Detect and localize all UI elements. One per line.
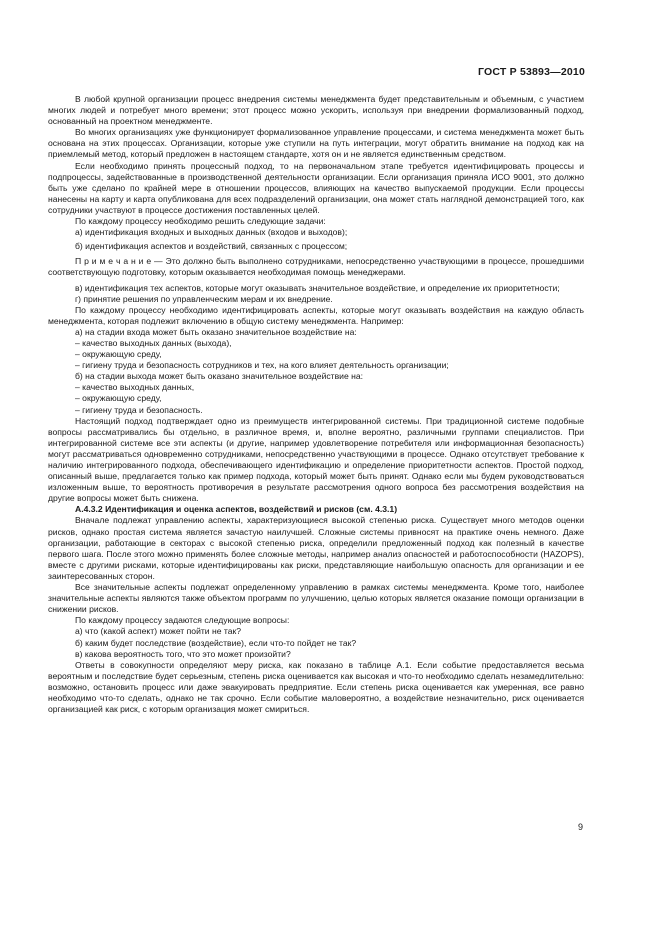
list-item: г) принятие решения по управленческим мерам и их внедрение. [75, 293, 333, 304]
section-heading: А.4.3.2 Идентификация и оценка аспектов, воздействий и рисков (см. 4.3.1) [75, 504, 398, 515]
list-item: а) на стадии входа может быть оказано значительное воздействие на: [75, 326, 357, 337]
paragraph: По каждому процессу задаются следующие вопросы: [75, 615, 290, 626]
paragraph: Вначале подлежат управлению аспекты, характеризующиеся высокой степенью риска. Существует много методов оценки рисков, однако простая система является зачастую наилучшей. Сложные системы привносят на практике очень немного. Даже организации, работающие в секторах с высокой степенью риска, определили предложенный подход как полезный в качестве первого шага. После этого можно применять более сложные методы, например анализ опасностей и работоспособности (HAZOPS), вместе с другими рисками, которые идентифицированы как риски, представляющие наибольшую опасность для организации и ее заинтересованных сторон. [48, 515, 584, 581]
paragraph: Если необходимо принять процессный подход, то на первоначальном этапе требуется идентифицировать процессы и подпроцессы, задействованные в производственной деятельности организации. Если организация приняла ИСО 9001, это должно быть уже сделано по крайней мере в отношении процессов, влияющих на качество выпускаемой продукции. Если процессы нанесены на карту и карта опубликована для всех подразделений организации, она может стать наглядной демонстрацией того, как сотрудники участвуют в процессе достижения поставленных целей. [48, 160, 584, 215]
page-number: 9 [577, 822, 583, 832]
paragraph: Все значительные аспекты подлежат определенному управлению в рамках системы менеджмента. Кроме того, наиболее значительные аспекты являются также объектом программ по улучшению, целью которых является оказание помощи организации в снижении рисков. [48, 582, 584, 615]
dash-item: – гигиену труда и безопасность сотрудников и тех, на кого влияет деятельность организации; [75, 360, 449, 371]
list-item: в) какова вероятность того, что это может произойти? [75, 648, 291, 659]
paragraph: Во многих организациях уже функционирует формализованное управление процессами, и система менеджмента может быть основана на этих процессах. Организации, которые уже ступили на путь интеграции, могут обратить внимание на подход как на приемлемый метод, который предложен в настоящем стандарте, хотя он и не является единственным средством. [48, 127, 584, 160]
paragraph: Настоящий подход подтверждает одно из преимуществ интегрированной системы. При традиционной системе подобные вопросы рассматривались бы отдельно, в различное время, и, вполне вероятно, различными группами специалистов. При интегрированной системе все эти аспекты (и другие, например удовлетворение потребителя или информационная безопасность) могут рассматриваться одновременно сотрудниками, непосредственно участвующими в процессе. Однако отсутствует требование к наличию интегрированного подхода, обеспечивающего идентификацию и определение приоритетности аспектов. Простой подход, описанный выше, предлагается только как пример подхода, который может быть принят. Однако если мы будем руководствоваться изложенным выше, то вероятность противоречия в результате рассмотрения одного вопроса без рассмотрения воздействия на другие вопросы может быть снижена. [48, 415, 584, 504]
dash-item: – гигиену труда и безопасность. [75, 404, 203, 415]
dash-item: – качество выходных данных, [75, 382, 195, 393]
list-item: а) идентификация входных и выходных данных (входов и выходов); [75, 227, 348, 238]
note-label: П р и м е ч а н и е [75, 256, 152, 267]
dash-item: – качество выходных данных (выхода), [75, 337, 232, 348]
paragraph: В любой крупной организации процесс внедрения системы менеджмента будет представительным и объемным, с участием многих людей и потребует много времени; этот процесс можно ускорить, используя при внедрении формализованный подход, основанный на проектном менеджменте. [48, 94, 584, 127]
note [48, 256, 584, 278]
list-item: б) на стадии выхода может быть оказано значительное воздействие на: [75, 371, 364, 382]
paragraph: По каждому процессу необходимо решить следующие задачи: [75, 216, 326, 227]
list-item: б) идентификация аспектов и воздействий, связанных с процессом; [75, 241, 348, 252]
list-item: б) каким будет последствие (воздействие), если что-то пойдет не так? [75, 637, 357, 648]
document-body [48, 94, 584, 715]
paragraph: По каждому процессу необходимо идентифицировать аспекты, которые могут оказывать воздействия на каждую область менеджмента, которая подлежит включению в общую систему менеджмента. Например: [48, 304, 584, 326]
list-item: в) идентификация тех аспектов, которые могут оказывать значительное воздействие, и определение их приоритетности; [75, 282, 560, 293]
dash-item: – окружающую среду, [75, 393, 162, 404]
dash-item: – окружающую среду, [75, 349, 162, 360]
note-text: — Это должно быть выполнено сотрудниками, непосредственно участвующими в процессе, прошедшими соответствующую подготовку, которым оказывается необходимая помощь менеджерами. [48, 256, 584, 278]
document-header: ГОСТ Р 53893—2010 [477, 66, 585, 78]
list-item: а) что (какой аспект) может пойти не так? [75, 626, 242, 637]
paragraph: Ответы в совокупности определяют меру риска, как показано в таблице А.1. Если событие предоставляется весьма вероятным и последствие будет серьезным, степень риска оценивается как высокая и что-то необходимо сделать незамедлительно: возможно, остановить процесс или даже эвакуировать предприятие. Если степень риска оценивается как умеренная, все равно необходимо что-то сделать, однако не так срочно. Если событие маловероятно, а воздействие незначительно, риск оценивается организацией как риск, с которым организация может смириться. [48, 659, 584, 715]
